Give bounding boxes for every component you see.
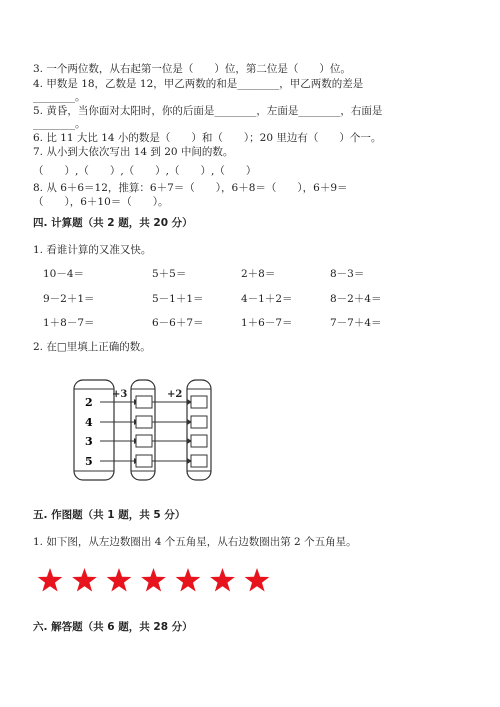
- answer-box[interactable]: [191, 416, 207, 428]
- q8-text: 8. 从 6＋6＝12，推算：6＋7＝（ ），6＋8＝（ ），6＋9＝: [33, 182, 348, 194]
- q7-text: 7. 从小到大依次写出 14 到 20 中间的数。: [33, 146, 234, 158]
- calc-item: 5＋5＝: [152, 268, 187, 280]
- section-4-title: 四. 计算题（共 2 题，共 20 分）: [33, 217, 193, 229]
- star-icon[interactable]: [210, 568, 235, 592]
- star-row: [36, 566, 286, 596]
- section-6-title: 六. 解答题（共 6 题，共 28 分）: [33, 621, 193, 633]
- calc-item: 9－2＋1＝: [43, 293, 95, 305]
- section-4-q2: 2. 在□里填上正确的数。: [33, 341, 151, 353]
- calc-item: 6－6＋7＝: [152, 317, 204, 329]
- star-icon[interactable]: [141, 568, 166, 592]
- q8-text-cont: （ ），6＋10＝（ ）。: [33, 196, 169, 208]
- q5-text: 5. 黄昏，当你面对太阳时，你的后面是________，左面是________，右面是: [33, 105, 383, 117]
- section-5-q1: 1. 如下图，从左边数圈出 4 个五角星，从右边数圈出第 2 个五角星。: [33, 536, 357, 548]
- answer-box[interactable]: [191, 396, 207, 408]
- star-icon[interactable]: [38, 568, 63, 592]
- start-number: 5: [85, 455, 93, 468]
- calc-item: 1＋6－7＝: [241, 317, 293, 329]
- calc-item: 1＋8－7＝: [43, 317, 95, 329]
- start-number: 3: [85, 435, 93, 448]
- answer-box[interactable]: [191, 435, 207, 447]
- answer-box[interactable]: [136, 396, 152, 408]
- q4-text-cont: ________。: [33, 91, 86, 103]
- answer-box[interactable]: [136, 416, 152, 428]
- star-icon[interactable]: [176, 568, 201, 592]
- q4-text: 4. 甲数是 18，乙数是 12，甲乙两数的和是________，甲乙两数的差是: [33, 78, 364, 90]
- calc-item: 4－1＋2＝: [241, 293, 293, 305]
- mapping-diagram: [70, 378, 220, 484]
- star-icon[interactable]: [245, 568, 270, 592]
- start-number: 4: [85, 416, 93, 429]
- left-column: [74, 380, 114, 480]
- q6-text: 6. 比 11 大比 14 小的数是（ ）和（ ）；20 里边有（ ）个一。: [33, 132, 382, 144]
- calc-item: 10－4＝: [43, 268, 85, 280]
- start-number: 2: [85, 396, 93, 409]
- op-label-1: +3: [112, 389, 128, 400]
- section-5-title: 五. 作图题（共 1 题，共 5 分）: [33, 509, 186, 521]
- answer-box[interactable]: [136, 455, 152, 467]
- calc-item: 8－2＋4＝: [330, 293, 382, 305]
- q7-blanks: （ ）,（ ）,（ ）,（ ）,（ ）: [33, 165, 257, 177]
- section-4-q1: 1. 看谁计算的又准又快。: [33, 244, 152, 256]
- star-icon[interactable]: [72, 568, 97, 592]
- answer-box[interactable]: [191, 455, 207, 467]
- answer-box[interactable]: [136, 435, 152, 447]
- calc-item: 8－3＝: [330, 268, 365, 280]
- op-label-2: +2: [167, 389, 183, 400]
- q3-text: 3. 一个两位数，从右起第一位是（ ）位，第二位是（ ）位。: [33, 63, 351, 75]
- calc-item: 2＋8＝: [241, 268, 276, 280]
- calc-item: 7－7＋4＝: [330, 317, 382, 329]
- star-icon[interactable]: [107, 568, 132, 592]
- q5-text-cont: ________。: [33, 118, 86, 130]
- calc-item: 5－1＋1＝: [152, 293, 204, 305]
